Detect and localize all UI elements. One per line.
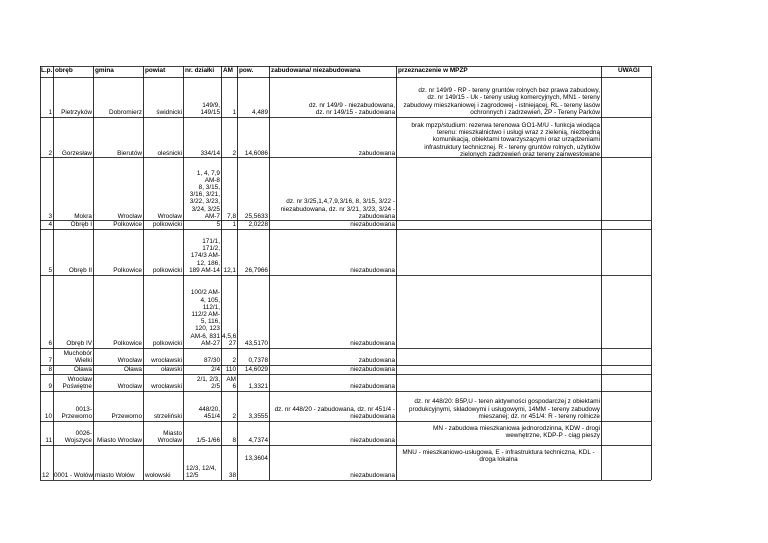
cell-obreb: 0026- Wojszyce <box>64 429 92 444</box>
cell-mpzp: MN - zabudowa mieszkaniowa jednorodzinna, KDW - drogi wewnętrzne, KDP-P - ciąg pieszy <box>433 425 600 440</box>
cell-gmina: miasto Wołów <box>95 471 135 479</box>
cell-dzialka: 2/1, 2/3, 2/5 <box>196 375 220 390</box>
cell-powiat: wołowski <box>145 471 171 479</box>
cell-am: 7,8 <box>227 212 236 220</box>
cell-zabudowana: niezabudowana <box>350 382 395 390</box>
header-lp: L.p. <box>41 67 53 74</box>
cell-pow: 26,7966 <box>244 266 268 274</box>
cell-lp: 12 <box>42 471 50 479</box>
cell-gmina: Polkowice <box>113 339 142 347</box>
cell-obreb: Gorzesław <box>61 149 92 157</box>
cell-lp: 9 <box>48 382 52 390</box>
cell-zabudowana: zabudowana <box>358 356 395 364</box>
cell-lp: 4 <box>48 220 52 228</box>
cell-dzialka: 149/9, 149/15 <box>200 101 220 116</box>
cell-dzialka: 12/3, 12/4, 12/5 <box>186 464 217 479</box>
cell-gmina: Przeworno <box>111 412 142 420</box>
cell-powiat: wrocławski <box>151 356 182 364</box>
cell-am: 110 <box>225 365 236 373</box>
cell-zabudowana: dz. nr 3/25,1,4,7,9,3/16, 8, 3/15, 3/22 - niezabudowana, dz. nr 3/21, 3/23, 3/24 - zabudowana <box>280 198 395 220</box>
cell-dzialka: 2/4 <box>211 365 220 373</box>
cell-pow: 4,489 <box>252 108 268 116</box>
cell-powiat: Wrocław <box>157 212 182 220</box>
cell-obreb: 0001 - Wołów <box>54 471 93 479</box>
cell-pow: 2,0228 <box>248 220 268 228</box>
cell-gmina: Wrocław <box>117 356 142 364</box>
cell-pow: 14,6086 <box>244 149 268 157</box>
cell-lp: 2 <box>48 149 52 157</box>
cell-mpzp: dz. nr 149/9 - RP - tereny gruntów rolnych bez prawa zabudowy, dz. nr 149/15 - Uk - tereny usług komercyjnych, MN1 - tereny zabudowy mieszkaniowej i zagrodowej - istniejącej, RL - tereny lasów ochronnych i zadrzewień, ZP - Tereny Parków <box>403 87 600 116</box>
cell-powiat: świdnicki <box>156 108 182 116</box>
cell-dzialka: 1, 4, 7,9 AM-8 8, 3/15, 3/16, 3/21, 3/22, 3/23, 3/24, 3/25 AM-7 <box>189 169 220 220</box>
cell-lp: 8 <box>48 365 52 373</box>
cell-dzialka: 171/1, 171/2, 174/3 AM- 12, 186, 189 AM-14 <box>189 237 220 274</box>
cell-am: 1 <box>232 108 236 116</box>
cell-gmina: Dobromierz <box>108 108 142 116</box>
cell-obreb: Obręb I <box>70 220 92 228</box>
cell-dzialka: 87/30 <box>204 356 220 364</box>
cell-dzialka: 100/2 AM- 4, 105, 112/1, 112/2 AM- 5, 116, 120, 123 AM-6, 831 AM-27 <box>190 289 220 347</box>
cell-obreb: Muchobór Wielki <box>63 349 92 364</box>
cell-powiat: polkowicki <box>152 266 182 274</box>
cell-powiat: oławski <box>161 365 182 373</box>
header-powiat: powiat <box>145 67 166 74</box>
cell-dzialka: 1/5-1/66 <box>196 436 220 444</box>
cell-am: 8 <box>232 436 236 444</box>
cell-am: 4,5,6, 27 <box>222 332 238 347</box>
cell-dzialka: 5 <box>216 220 220 228</box>
cell-zabudowana: niezabudowana <box>350 339 395 347</box>
cell-pow: 25,5633 <box>244 212 268 220</box>
cell-lp: 10 <box>44 412 52 420</box>
header-zabudowana: zabudowana/ niezabudowana <box>271 67 361 74</box>
cell-gmina: Miasto Wrocław <box>97 436 142 444</box>
cell-gmina: Wrocław <box>117 212 142 220</box>
cell-obreb: 0013- Przeworno <box>61 405 92 420</box>
cell-lp: 5 <box>48 266 52 274</box>
header-mpzp: przeznaczenie w MPZP <box>398 67 468 74</box>
cell-am: AM 6 <box>226 375 236 390</box>
cell-zabudowana: dz. nr 448/20 - zabudowana, dz. nr 451/4 - niezabudowana <box>274 405 395 420</box>
header-obreb: obręb <box>55 67 73 74</box>
cell-zabudowana: niezabudowana <box>350 220 395 228</box>
cell-powiat: strzeliński <box>153 412 182 420</box>
cell-am: 2 <box>232 412 236 420</box>
cell-obreb: Oława <box>73 365 92 373</box>
header-nr-dzialki: nr. działki <box>185 67 215 74</box>
cell-powiat: polkowicki <box>152 220 182 228</box>
cell-am: 1 <box>232 220 236 228</box>
cell-am: 2 <box>232 356 236 364</box>
cell-zabudowana: niezabudowana <box>350 471 395 479</box>
cell-pow: 13,3604 <box>244 455 268 462</box>
cell-powiat: Miasto Wrocław <box>157 429 182 444</box>
cell-obreb: Mokra <box>74 212 92 220</box>
cell-lp: 3 <box>48 212 52 220</box>
cell-zabudowana: zabudowana <box>358 149 395 157</box>
cell-pow: 14,6029 <box>244 365 268 373</box>
cell-obreb: Obręb II <box>68 266 92 274</box>
cell-dzialka: 334/14 <box>200 149 220 157</box>
cell-pow: 0,7378 <box>248 356 268 364</box>
cell-pow: 4,7374 <box>248 436 268 444</box>
cell-obreb: Obręb IV <box>66 339 92 347</box>
cell-gmina: Oława <box>123 365 142 373</box>
cell-pow: 43,5170 <box>244 339 268 347</box>
cell-zabudowana: niezabudowana <box>350 365 395 373</box>
cell-obreb: Pietrzyków <box>61 108 92 116</box>
cell-mpzp: MNU - mieszkaniowo-usługowa, E - infrastruktura techniczna, KDL - droga lokalna <box>402 449 595 464</box>
cell-obreb: Wrocław Poświętne <box>62 375 92 390</box>
cell-lp: 7 <box>48 356 52 364</box>
cell-powiat: oleśnicki <box>157 149 182 157</box>
header-am: AM <box>223 67 233 74</box>
header-pow: pow. <box>239 67 254 74</box>
cell-am: 38 <box>228 471 236 479</box>
cell-lp: 11 <box>45 436 52 444</box>
cell-powiat: wrocławski <box>151 382 182 390</box>
spreadsheet-table <box>40 66 651 480</box>
cell-pow: 1,3321 <box>248 382 268 390</box>
cell-am: 12,1 <box>223 266 236 274</box>
cell-zabudowana: niezabudowana <box>350 266 395 274</box>
cell-am: 2 <box>232 149 236 157</box>
cell-zabudowana: dz. nr 149/9 - niezabudowana, dz. nr 149/15 - zabudowana <box>309 101 395 116</box>
cell-gmina: Polkowice <box>113 266 142 274</box>
cell-gmina: Bierutów <box>117 149 142 157</box>
cell-powiat: polkowicki <box>152 339 182 347</box>
cell-lp: 6 <box>48 339 52 347</box>
cell-mpzp: brak mpzp/studium: rezerwa terenowa GO1-M/U - funkcja wiodąca terenu: mieszkalnictwo i usługi wraz z zielenią, niezbędną komunikacją, obiektami towarzyszącymi oraz urządzeniami infrastruktury technicznej. R - tereny gruntów rolnych, użytków zielonych zadrzewień oraz tereny zainwestowane <box>411 122 600 158</box>
cell-lp: 1 <box>48 108 52 116</box>
cell-zabudowana: niezabudowana <box>350 436 395 444</box>
cell-gmina: Polkowice <box>113 220 142 228</box>
cell-dzialka: 448/20, 451/4 <box>198 405 220 420</box>
header-gmina: gmina <box>95 67 114 74</box>
cell-mpzp: dz. nr 448/20: B5P,U - teren aktywności gospodarczej z obiektami produkcyjnymi, składowymi i usługowymi, 14MM - tereny zabudowy mieszanej; dz. nr 451/4: R - tereny rolnicze <box>408 398 600 420</box>
header-uwagi: UWAGI <box>618 67 640 74</box>
cell-pow: 3,3555 <box>248 412 268 420</box>
cell-gmina: Wrocław <box>117 382 142 390</box>
